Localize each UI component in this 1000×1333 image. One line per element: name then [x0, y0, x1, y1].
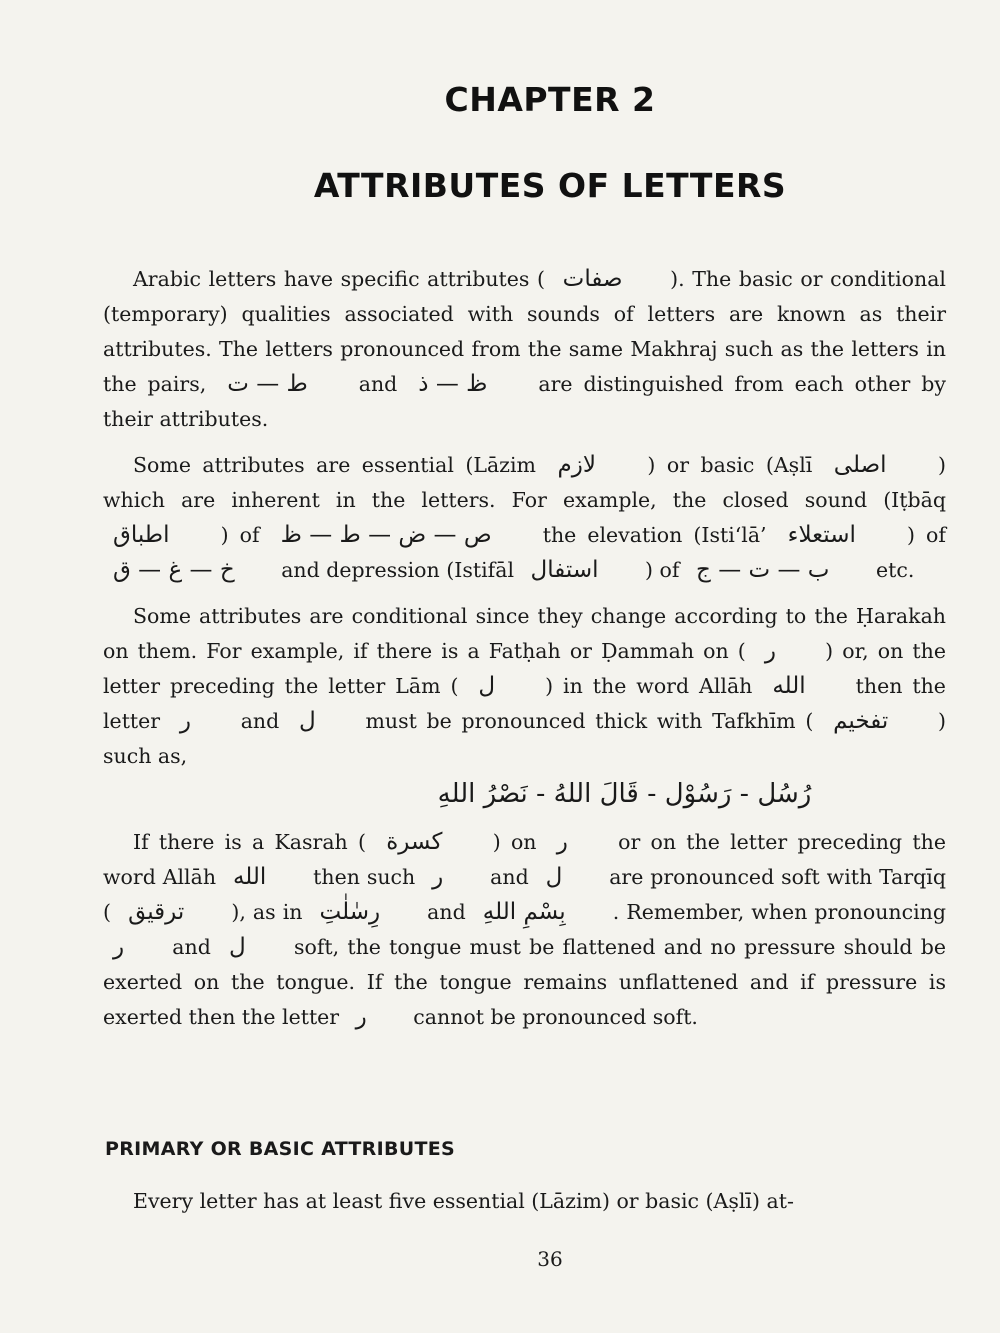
text: and	[358, 372, 398, 396]
arabic-text: استعلاء	[787, 522, 856, 548]
arabic-text: ل	[229, 934, 246, 960]
arabic-text: ر	[179, 708, 191, 734]
text: cannot be pronounced soft.	[413, 1005, 698, 1029]
text: the elevation (Isti‘lā’	[542, 523, 767, 547]
arabic-text: رِسٰلٰتِ	[319, 899, 381, 925]
text: ) on	[492, 830, 537, 854]
paragraph-3	[103, 599, 946, 774]
arabic-text: الله	[772, 673, 806, 699]
arabic-text: تفخيم	[833, 708, 889, 734]
text: Some attributes are essential (Lāzim	[133, 453, 536, 477]
arabic-text: ر	[113, 934, 125, 960]
arabic-text: ر	[556, 829, 568, 855]
text: and	[240, 709, 280, 733]
arabic-text: كسرة	[386, 829, 443, 855]
text: ), as in	[231, 900, 303, 924]
text: soft, the tongue must be flattened and no pressure should be exerted on the tongue. If the tongue remains unflattened and if pressure is exerted then the letter	[103, 935, 946, 1029]
arabic-text: ر	[764, 638, 777, 664]
arabic-text: ظ — ذ	[418, 371, 488, 397]
text: and	[172, 935, 211, 959]
text: ) of	[906, 523, 946, 547]
text: etc.	[875, 558, 915, 582]
text: and	[427, 900, 466, 924]
arabic-text: الله	[232, 864, 267, 890]
text: ) or, on the letter preceding the letter Lām (	[103, 639, 946, 698]
arabic-text: صفات	[562, 266, 623, 292]
text: are pronounced soft with Tarqīq (	[103, 865, 946, 924]
text: ) which are inherent in the letters. For example, the closed sound (Iṭbāq	[103, 453, 946, 512]
arabic-text: ل	[545, 864, 563, 890]
arabic-text: بِسْمِ اللهِ	[482, 899, 566, 925]
arabic-text: اطباق	[113, 522, 170, 548]
text: ) of	[220, 523, 260, 547]
chapter-title: ATTRIBUTES OF LETTERS	[313, 166, 787, 205]
text: ) such as,	[103, 709, 946, 768]
body-text	[103, 262, 946, 1035]
text: and	[490, 865, 529, 889]
text: are distinguished from each other by their attributes.	[103, 372, 946, 431]
text: Arabic letters have specific attributes (	[133, 267, 546, 291]
arabic-text: استفال	[530, 557, 599, 583]
text: ) or basic (Aṣlī	[647, 453, 813, 477]
section-heading: PRIMARY OR BASIC ATTRIBUTES	[105, 1138, 456, 1160]
text: ) of	[645, 558, 680, 582]
text: If there is a Kasrah (	[133, 830, 366, 854]
chapter-number: CHAPTER 2	[444, 80, 656, 119]
paragraph-4	[103, 825, 946, 1035]
arabic-text: اصلی	[833, 452, 887, 478]
arabic-text: ر	[355, 1004, 367, 1030]
arabic-text: ص — ض — ط — ظ	[280, 522, 492, 548]
paragraph-2	[103, 448, 946, 588]
arabic-text: خ — غ — ق	[113, 557, 235, 583]
text: must be pronounced thick with Tafkhīm (	[365, 709, 814, 733]
arabic-text: ط — ت	[227, 371, 308, 397]
arabic-text: لازم	[557, 452, 596, 478]
page-number: 36	[537, 1247, 563, 1271]
paragraph-1	[103, 262, 946, 437]
arabic-text: ل	[478, 673, 496, 699]
text: or on the letter preceding the word Allāh	[103, 830, 946, 889]
paragraph-5: Every letter has at least five essential (Lāzim) or basic (Aṣlī) at-	[133, 1189, 794, 1213]
arabic-text: ترقيق	[128, 899, 185, 925]
arabic-example-line: رُسُل - رَسُوْل - قَالَ اللهُ - نَصْرُ اللهِ	[437, 779, 812, 809]
text: Some attributes are conditional since they change according to the Ḥarakah on them. For example, if there is a Fatḥah or Ḍammah on (	[103, 604, 946, 663]
text: then the letter	[103, 674, 946, 733]
text: ). The basic or conditional (temporary) qualities associated with sounds of letters are known as their attributes. The letters pronounced from the same Makhraj such as the letters in the pairs,	[103, 267, 946, 396]
text: . Remember, when pronouncing	[612, 900, 946, 924]
text: then such	[313, 865, 416, 889]
arabic-text: ر	[432, 864, 444, 890]
arabic-text: ب — ت — ج	[696, 557, 830, 583]
text: and depression (Istifāl	[281, 558, 515, 582]
arabic-text: ل	[298, 708, 316, 734]
text: ) in the word Allāh	[545, 674, 753, 698]
